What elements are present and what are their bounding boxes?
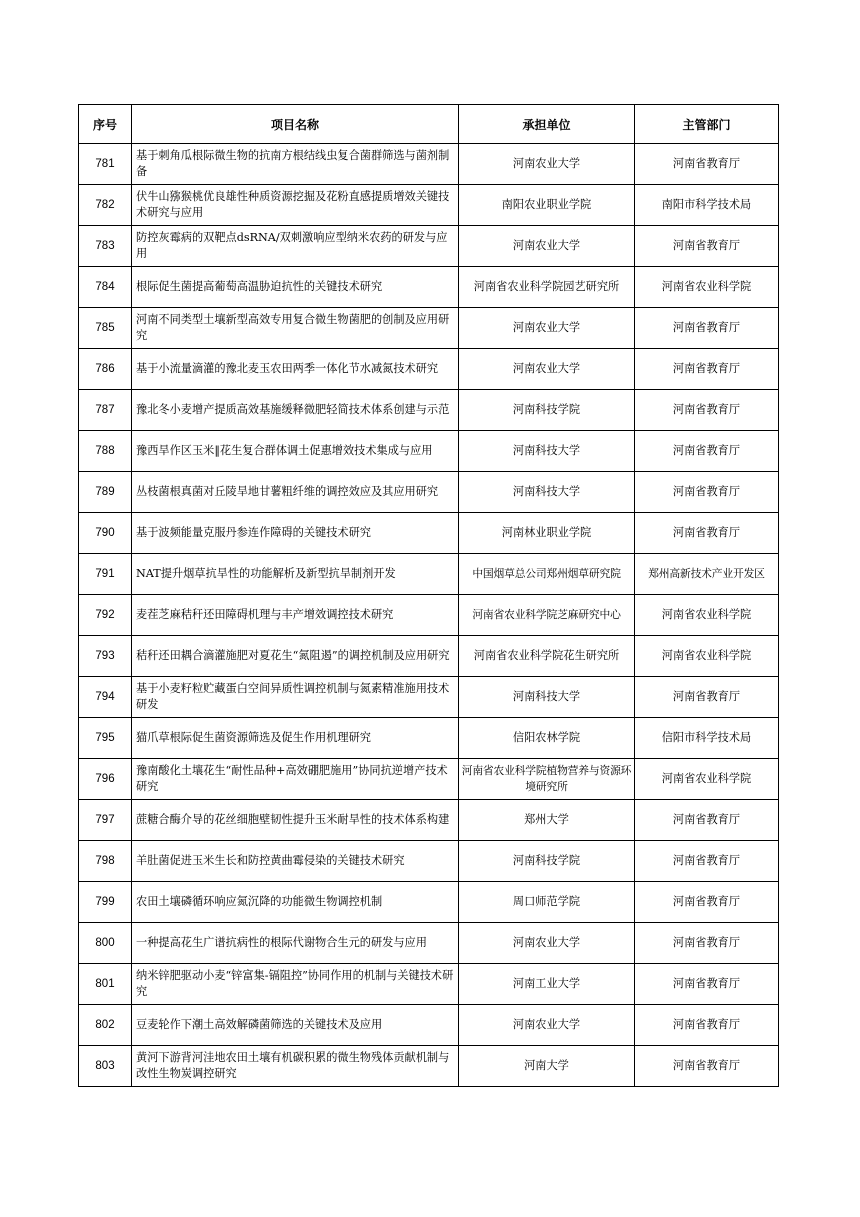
undertaking-unit: 河南科技学院 (459, 390, 635, 431)
undertaking-unit: 河南科技大学 (459, 431, 635, 472)
row-number: 781 (79, 144, 132, 185)
supervising-department: 河南省教育厅 (635, 882, 779, 923)
project-name: 豫北冬小麦增产提质高效基施缓释微肥轻简技术体系创建与示范 (132, 390, 459, 431)
project-name: 蔗糖合酶介导的花丝细胞壁韧性提升玉米耐旱性的技术体系构建 (132, 800, 459, 841)
undertaking-unit: 河南农业大学 (459, 144, 635, 185)
undertaking-unit: 河南科技大学 (459, 677, 635, 718)
supervising-department: 河南省教育厅 (635, 390, 779, 431)
project-name: 伏牛山猕猴桃优良雄性种质资源挖掘及花粉直感提质增效关键技术研究与应用 (132, 185, 459, 226)
table-row (79, 554, 779, 595)
row-number: 793 (79, 636, 132, 677)
table-row (79, 882, 779, 923)
undertaking-unit: 河南大学 (459, 1046, 635, 1087)
undertaking-unit: 周口师范学院 (459, 882, 635, 923)
row-number: 796 (79, 759, 132, 800)
undertaking-unit: 河南农业大学 (459, 923, 635, 964)
supervising-department: 河南省教育厅 (635, 1046, 779, 1087)
header-dept: 主管部门 (635, 105, 779, 144)
table-row (79, 349, 779, 390)
project-name: 猫爪草根际促生菌资源筛选及促生作用机理研究 (132, 718, 459, 759)
row-number: 795 (79, 718, 132, 759)
undertaking-unit: 河南科技学院 (459, 841, 635, 882)
row-number: 782 (79, 185, 132, 226)
undertaking-unit: 河南省农业科学院植物营养与资源环境研究所 (459, 759, 635, 800)
table-row (79, 144, 779, 185)
table-row (79, 308, 779, 349)
table-row (79, 390, 779, 431)
undertaking-unit: 河南林业职业学院 (459, 513, 635, 554)
undertaking-unit: 河南农业大学 (459, 226, 635, 267)
undertaking-unit: 中国烟草总公司郑州烟草研究院 (459, 554, 635, 595)
header-row (79, 105, 779, 144)
row-number: 800 (79, 923, 132, 964)
header-num: 序号 (79, 105, 132, 144)
supervising-department: 河南省教育厅 (635, 677, 779, 718)
supervising-department: 信阳市科学技术局 (635, 718, 779, 759)
undertaking-unit: 河南省农业科学院花生研究所 (459, 636, 635, 677)
table-row (79, 923, 779, 964)
table-header (79, 105, 779, 144)
supervising-department: 郑州高新技术产业开发区 (635, 554, 779, 595)
project-name: 纳米锌肥驱动小麦“锌富集-镉阻控”协同作用的机制与关键技术研究 (132, 964, 459, 1005)
project-name: 豆麦轮作下潮土高效解磷菌筛选的关键技术及应用 (132, 1005, 459, 1046)
table-row (79, 595, 779, 636)
undertaking-unit: 河南农业大学 (459, 349, 635, 390)
table-row (79, 964, 779, 1005)
row-number: 783 (79, 226, 132, 267)
row-number: 801 (79, 964, 132, 1005)
table-row (79, 718, 779, 759)
supervising-department: 河南省教育厅 (635, 923, 779, 964)
row-number: 784 (79, 267, 132, 308)
table-row (79, 267, 779, 308)
project-name: 基于小麦籽粒贮藏蛋白空间异质性调控机制与氮素精准施用技术研发 (132, 677, 459, 718)
supervising-department: 河南省教育厅 (635, 431, 779, 472)
table-row (79, 513, 779, 554)
project-name: 丛枝菌根真菌对丘陵旱地甘薯粗纤维的调控效应及其应用研究 (132, 472, 459, 513)
table-row (79, 1046, 779, 1087)
table-row (79, 841, 779, 882)
project-name: 豫南酸化土壤花生“耐性品种+高效硼肥施用”协同抗逆增产技术研究 (132, 759, 459, 800)
row-number: 787 (79, 390, 132, 431)
project-name: 防控灰霉病的双靶点dsRNA/双刺激响应型纳米农药的研发与应用 (132, 226, 459, 267)
project-name: NAT提升烟草抗旱性的功能解析及新型抗旱制剂开发 (132, 554, 459, 595)
undertaking-unit: 郑州大学 (459, 800, 635, 841)
project-name: 基于波频能量克服丹参连作障碍的关键技术研究 (132, 513, 459, 554)
table-row (79, 800, 779, 841)
row-number: 792 (79, 595, 132, 636)
supervising-department: 南阳市科学技术局 (635, 185, 779, 226)
table-row (79, 185, 779, 226)
project-name: 黄河下游背河洼地农田土壤有机碳积累的微生物残体贡献机制与改性生物炭调控研究 (132, 1046, 459, 1087)
undertaking-unit: 河南省农业科学院园艺研究所 (459, 267, 635, 308)
project-name: 一种提高花生广谱抗病性的根际代谢物合生元的研发与应用 (132, 923, 459, 964)
supervising-department: 河南省教育厅 (635, 144, 779, 185)
header-name: 项目名称 (132, 105, 459, 144)
project-name: 秸秆还田耦合滴灌施肥对夏花生“氮阻遏”的调控机制及应用研究 (132, 636, 459, 677)
table-row (79, 636, 779, 677)
table-row (79, 677, 779, 718)
supervising-department: 河南省教育厅 (635, 349, 779, 390)
project-table (78, 104, 779, 1087)
project-name: 羊肚菌促进玉米生长和防控黄曲霉侵染的关键技术研究 (132, 841, 459, 882)
supervising-department: 河南省教育厅 (635, 472, 779, 513)
row-number: 790 (79, 513, 132, 554)
supervising-department: 河南省教育厅 (635, 800, 779, 841)
row-number: 788 (79, 431, 132, 472)
undertaking-unit: 南阳农业职业学院 (459, 185, 635, 226)
undertaking-unit: 河南省农业科学院芝麻研究中心 (459, 595, 635, 636)
supervising-department: 河南省教育厅 (635, 964, 779, 1005)
row-number: 802 (79, 1005, 132, 1046)
row-number: 791 (79, 554, 132, 595)
table-row (79, 759, 779, 800)
supervising-department: 河南省农业科学院 (635, 759, 779, 800)
project-name: 基于刺角瓜根际微生物的抗南方根结线虫复合菌群筛选与菌剂制备 (132, 144, 459, 185)
project-name: 豫西旱作区玉米‖花生复合群体调土促惠增效技术集成与应用 (132, 431, 459, 472)
undertaking-unit: 河南农业大学 (459, 308, 635, 349)
supervising-department: 河南省教育厅 (635, 1005, 779, 1046)
table-body (79, 144, 779, 1087)
row-number: 803 (79, 1046, 132, 1087)
table-row (79, 226, 779, 267)
row-number: 798 (79, 841, 132, 882)
project-name: 基于小流量滴灌的豫北麦玉农田两季一体化节水减氮技术研究 (132, 349, 459, 390)
row-number: 785 (79, 308, 132, 349)
supervising-department: 河南省教育厅 (635, 226, 779, 267)
table-row (79, 472, 779, 513)
undertaking-unit: 河南工业大学 (459, 964, 635, 1005)
supervising-department: 河南省农业科学院 (635, 595, 779, 636)
row-number: 799 (79, 882, 132, 923)
undertaking-unit: 信阳农林学院 (459, 718, 635, 759)
undertaking-unit: 河南农业大学 (459, 1005, 635, 1046)
supervising-department: 河南省教育厅 (635, 841, 779, 882)
project-name: 农田土壤磷循环响应氮沉降的功能微生物调控机制 (132, 882, 459, 923)
row-number: 786 (79, 349, 132, 390)
project-name: 河南不同类型土壤新型高效专用复合微生物菌肥的创制及应用研究 (132, 308, 459, 349)
project-name: 根际促生菌提高葡萄高温胁迫抗性的关键技术研究 (132, 267, 459, 308)
undertaking-unit: 河南科技大学 (459, 472, 635, 513)
header-unit: 承担单位 (459, 105, 635, 144)
row-number: 797 (79, 800, 132, 841)
supervising-department: 河南省教育厅 (635, 308, 779, 349)
row-number: 789 (79, 472, 132, 513)
table-row (79, 431, 779, 472)
row-number: 794 (79, 677, 132, 718)
project-name: 麦茬芝麻秸秆还田障碍机理与丰产增效调控技术研究 (132, 595, 459, 636)
supervising-department: 河南省农业科学院 (635, 636, 779, 677)
supervising-department: 河南省教育厅 (635, 513, 779, 554)
supervising-department: 河南省农业科学院 (635, 267, 779, 308)
table-row (79, 1005, 779, 1046)
